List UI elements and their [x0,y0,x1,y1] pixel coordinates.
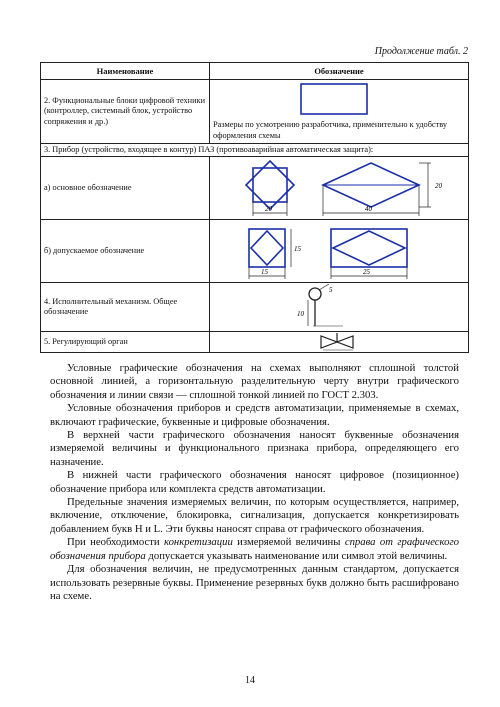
paragraph: Условные обозначения приборов и средств автоматизации, применяемые в схемах, включают графические, буквенные и цифровые обозначения. [50,402,459,428]
text-run: допускается указывать наименование или символ этой величины. [148,549,448,562]
actuator-symbol-figure [213,284,465,330]
device-section-header: 3. Прибор (устройство, входящее в контур) ПАЗ (противоаварийная автоматическая защита): [41,144,469,157]
table-row [41,80,469,144]
paragraph: Для обозначения величин, не предусмотренных данным стандартом, допускается использовать резервные буквы. Применение резервных букв должно быть расшифровано на схеме. [50,563,459,602]
row-name-regulator: 5. Регулирующий орган [41,332,210,353]
symbols-table [40,62,469,353]
table-row [41,283,469,332]
table-header-row [41,63,469,80]
paragraph: Предельные значения измеряемых величин, по которым осуществляется, например, включение, отключение, блокировка, сигнализация, допускается конкретизировать добавлением букв H и L. Эти буквы наносят справа от графического обозначения. [50,496,459,535]
dimension-label: 5 [329,286,333,295]
dimension-label: 20 [435,182,442,191]
size-note: Размеры по усмотрению разработчика, применительно к удобству оформления схемы [213,120,448,140]
text-run: измеряемой величины [237,536,341,549]
row-name-basic: а) основное обозначение [41,157,210,220]
table-row [41,220,469,283]
row-symbol-basic [210,157,469,220]
paragraph: В нижней части графического обозначения наносят цифровое (позиционное) обозначение прибора или комплекта средств автоматизации. [50,469,459,495]
italic-run: справа от графического обозначения прибора [50,536,459,562]
paragraph: Условные графические обозначения на схемах выполняют сплошной толстой основной линией, а горизонтальную разделительную черту внутри графического обозначения и линии связи — сплошной тонкой линией по ГОСТ 2.303. [50,362,459,401]
paragraph: В верхней части графического обозначения наносят буквенные обозначения измеряемой величины и функционального признака прибора, определяющего его назначение. [50,429,459,468]
text-run: При необходимости [67,536,160,549]
dimension-label: 40 [365,205,372,214]
row-symbol-regulator [210,332,469,353]
row-name-actuator: 4. Исполнительный механизм. Общее обозначение [41,283,210,332]
row-name-functional-blocks: 2. Функциональные блоки цифровой техники (контроллер, системный блок, устройство сопряжения и др.) [41,80,210,144]
allowed-symbol-figure [213,221,465,281]
table-continuation-caption: Продолжение табл. 2 [374,46,468,57]
body-text [50,362,459,603]
dimension-label: 15 [261,268,268,277]
basic-symbol-figure [213,158,465,218]
table-row [41,332,469,353]
column-header-symbol: Обозначение [210,63,469,80]
italic-run: конкретизации [164,536,233,549]
dimension-label: 25 [363,268,370,277]
row-symbol-allowed [210,220,469,283]
column-header-name: Наименование [41,63,210,80]
dimension-label: 10 [297,310,304,319]
row-symbol-actuator [210,283,469,332]
dimension-label: 15 [294,245,301,254]
paragraph [50,536,459,563]
table-row [41,144,469,157]
page-number: 14 [245,675,255,686]
row-name-allowed: б) допускаемое обозначение [41,220,210,283]
dimension-label: 20 [265,205,272,214]
regulator-symbol-figure [213,333,465,351]
table-row [41,157,469,220]
rectangle-symbol-figure [213,81,463,117]
row-symbol-functional-blocks [210,80,469,144]
